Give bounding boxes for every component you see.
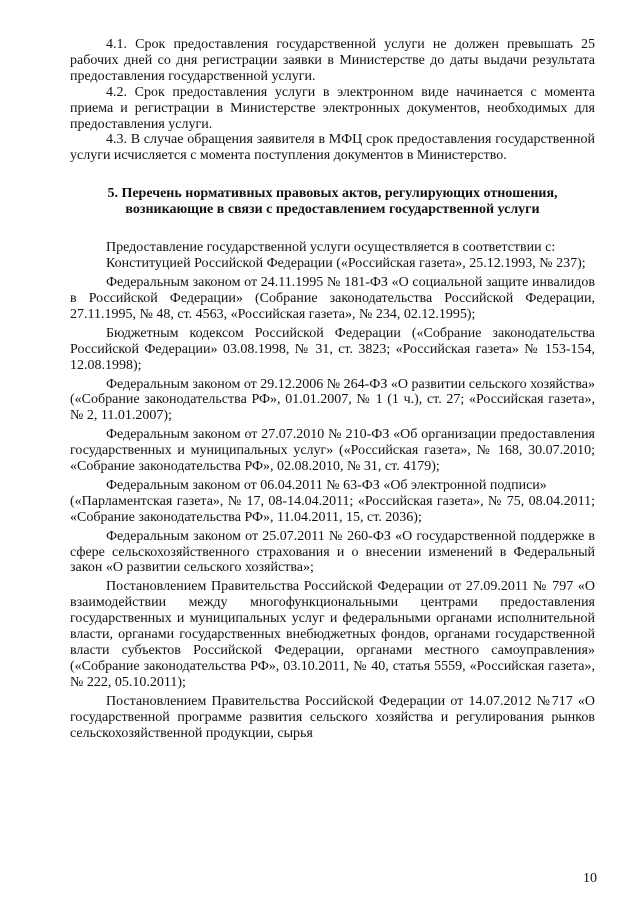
act-resolution-717: Постановлением Правительства Российской Федерации от 14.07.2012 №717 «О государственной программе развития сельского хозяйства и регулирования рынков сельскохозяйственной продукции, сырья [70, 693, 595, 741]
paragraph-4-2: 4.2. Срок предоставления услуги в электронном виде начинается с момента приема и регистрации в Министерстве электронных документов, необходимых для предоставления услуги. [70, 84, 595, 132]
intro-paragraph: Предоставление государственной услуги осуществляется в соответствии с: [106, 240, 556, 256]
act-181-fz: Федеральным законом от 24.11.1995 № 181-ФЗ «О социальной защите инвалидов в Российской Федерации» (Собрание законодательства Российской Федерации, 27.11.1995, № 48, ст. 4563, «Российская газета», № 234, 02.12.1995); [70, 275, 595, 322]
act-63-fz-sources: («Парламентская газета», № 17, 08-14.04.2011; «Российская газета», № 75, 08.04.2011; «Собрание законодательства РФ», 11.04.2011, 15, ст. 2036); [70, 493, 595, 525]
act-constitution: Конституцией Российской Федерации («Российская газета», 25.12.1993, № 237); [106, 256, 586, 272]
paragraph-4-1: 4.1. Срок предоставления государственной услуги не должен превышать 25 рабочих дней со дня регистрации заявки в Министерстве до даты выдачи результата предоставления государственной услуги. [70, 37, 595, 84]
paragraph-4-3: 4.3. В случае обращения заявителя в МФЦ срок предоставления государственной услуги исчисляется с момента поступления документов в Министерство. [70, 132, 595, 164]
act-260-fz: Федеральным законом от 25.07.2011 № 260-ФЗ «О государственной поддержке в сфере сельскохозяйственного страхования и о внесении изменений в Федеральный закон «О развитии сельского хозяйства»; [70, 528, 595, 576]
act-resolution-797: Постановлением Правительства Российской Федерации от 27.09.2011 № 797 «О взаимодействии между многофункциональными центрами предоставления государственных и муниципальных услуг и федеральными органами исполнительной власти, органами государственных внебюджетных фондов, органами государственной власти субъектов Российской Федерации, органами местного самоуправления» («Собрание законодательства РФ», 03.10.2011, № 40, статья 5559, «Российская газета», № 222, 05.10.2011); [70, 579, 595, 690]
act-63-fz: Федеральным законом от 06.04.2011 № 63-ФЗ «Об электронной подписи» [106, 477, 547, 493]
act-budget-code: Бюджетным кодексом Российской Федерации («Собрание законодательства Российской Федерации» 03.08.1998, № 31, ст. 3823; «Российская газета» № 153-154, 12.08.1998); [70, 325, 595, 373]
act-264-fz: Федеральным законом от 29.12.2006 № 264-ФЗ «О развитии сельского хозяйства» («Собрание законодательства РФ», 01.01.2007, № 1 (1 ч.), ст. 27; «Российская газета», № 2, 11.01.2007); [70, 376, 595, 424]
page-number: 10 [583, 871, 597, 886]
act-210-fz: Федеральным законом от 27.07.2010 № 210-ФЗ «Об организации предоставления государственных и муниципальных услуг» («Российская газета», № 168, 30.07.2010; «Собрание законодательства РФ», 02.08.2010, № 31, ст. 4179); [70, 427, 595, 475]
document-body [70, 37, 595, 741]
section-heading: 5. Перечень нормативных правовых актов, регулирующих отношения, возникающие в связи с предоставлением государственной услуги [107, 186, 558, 218]
